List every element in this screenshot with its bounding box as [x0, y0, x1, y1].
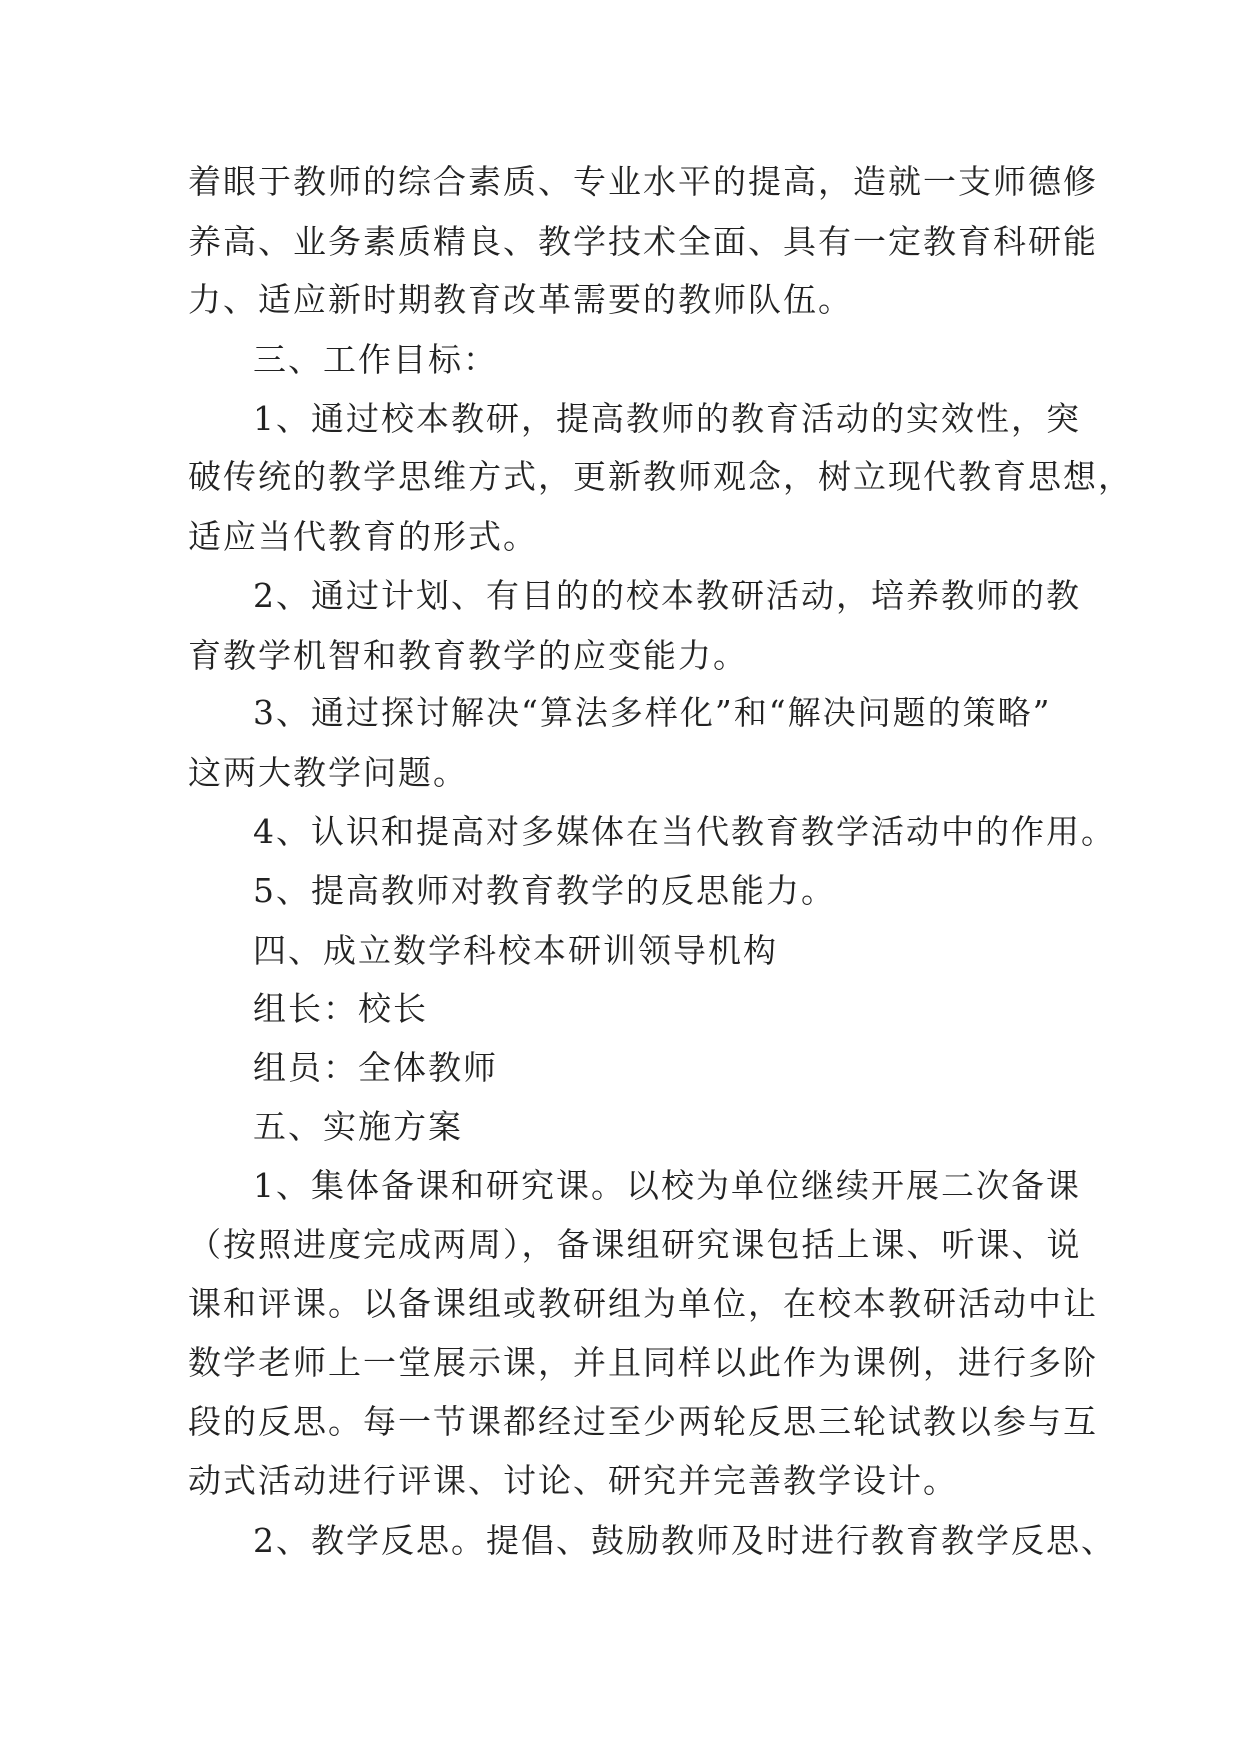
text-line-10: 3、通过探讨解决“算法多样化”和“解决问题的策略”	[253, 693, 1052, 732]
text-line-2: 养高、业务素质精良、教学技术全面、具有一定教育科研能	[188, 222, 1098, 261]
text-line-3: 力、适应新时期教育改革需要的教师队伍。	[188, 280, 853, 319]
text-line-1: 着眼于教师的综合素质、专业水平的提高，造就一支师德修	[188, 162, 1098, 201]
section-heading-goals: 三、工作目标：	[253, 340, 498, 379]
text-line-24: 2、教学反思。提倡、鼓励教师及时进行教育教学反思、	[253, 1521, 1116, 1560]
text-line-12: 4、认识和提高对多媒体在当代教育教学活动中的作用。	[253, 812, 1116, 851]
text-line-23: 动式活动进行评课、讨论、研究并完善教学设计。	[188, 1461, 958, 1500]
text-line-22: 段的反思。每一节课都经过至少两轮反思三轮试教以参与互	[188, 1402, 1098, 1441]
text-line-8: 2、通过计划、有目的的校本教研活动，培养教师的教	[253, 576, 1081, 615]
text-line-6: 破传统的教学思维方式，更新教师观念，树立现代教育思想，	[188, 457, 1133, 496]
section-heading-plan: 五、实施方案	[253, 1107, 463, 1146]
text-line-18: 1、集体备课和研究课。以校为单位继续开展二次备课	[253, 1166, 1081, 1205]
text-line-11: 这两大教学问题。	[188, 753, 468, 792]
text-line-5: 1、通过校本教研，提高教师的教育活动的实效性，突	[253, 399, 1081, 438]
text-line-13: 5、提高教师对教育教学的反思能力。	[253, 871, 836, 910]
text-line-9: 育教学机智和教育教学的应变能力。	[188, 636, 748, 675]
section-heading-leadership: 四、成立数学科校本研训领导机构	[253, 931, 778, 970]
text-line-20: 课和评课。以备课组或教研组为单位，在校本教研活动中让	[188, 1284, 1098, 1323]
text-line-15: 组长：校长	[253, 989, 428, 1028]
text-line-19: （按照进度完成两周），备课组研究课包括上课、听课、说	[188, 1225, 1082, 1264]
text-line-21: 数学老师上一堂展示课，并且同样以此作为课例，进行多阶	[188, 1343, 1098, 1382]
text-line-7: 适应当代教育的形式。	[188, 517, 538, 556]
text-line-16: 组员：全体教师	[253, 1048, 498, 1087]
